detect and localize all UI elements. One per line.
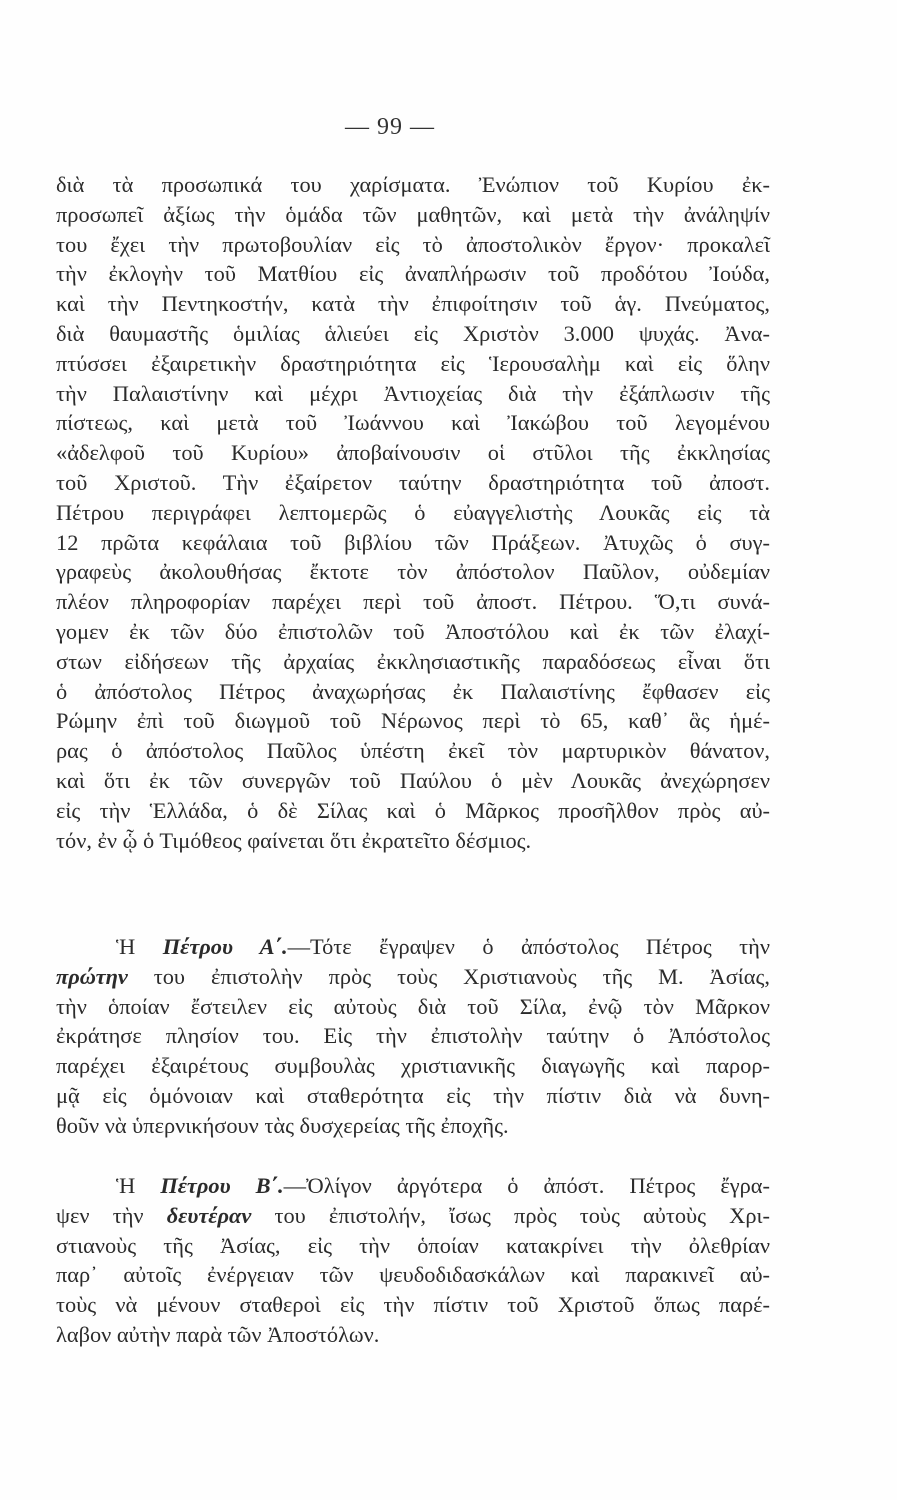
section-heading: Πέτρου Α΄. bbox=[162, 934, 288, 959]
text-line: καὶ ὅτι ἐκ τῶν συνεργῶν τοῦ Παύλου ὁ μὲν Λουκᾶς ἀνεχώρησεν bbox=[56, 767, 770, 793]
emphasis: πρώτην bbox=[56, 963, 128, 989]
text-fragment: —Τότε ἔγραψεν ὁ ἀπόστολος Πέτρος τὴν bbox=[287, 934, 770, 959]
emphasis: δευτέραν bbox=[166, 1202, 252, 1228]
text-fragment: Ἡ bbox=[116, 934, 163, 959]
text-line: διὰ τὰ προσωπικά του χαρίσματα. Ἐνώπιον τοῦ Κυρίου ἐκ- bbox=[56, 172, 770, 197]
text-line: του ἔχει τὴν πρωτοβουλίαν εἰς τὸ ἀποστολικὸν ἔργον· προκαλεῖ bbox=[56, 231, 770, 257]
paragraph-2 bbox=[56, 932, 770, 1141]
text-line: παρ᾽ αὐτοῖς ἐνέργειαν τῶν ψευδοδιδασκάλων καὶ παρακινεῖ αὐ- bbox=[56, 1262, 770, 1288]
text-line: Ρώμην ἐπὶ τοῦ διωγμοῦ τοῦ Νέρωνος περὶ τὸ 65, καθ᾽ ἃς ἡμέ- bbox=[56, 708, 770, 734]
text-line: μᾷ εἰς ὁμόνοιαν καὶ σταθερότητα εἰς τὴν πίστιν διὰ νὰ δυνη- bbox=[56, 1082, 770, 1108]
text-line: 12 πρῶτα κεφάλαια τοῦ βιβλίου τῶν Πράξεων. Ἀτυχῶς ὁ συγ- bbox=[56, 529, 770, 555]
text-line bbox=[56, 962, 770, 992]
text-line: «ἀδελφοῦ τοῦ Κυρίου» ἀποβαίνουσιν οἱ στῦλοι τῆς ἐκκλησίας bbox=[56, 440, 770, 466]
text-line: διὰ θαυμαστῆς ὁμιλίας ἁλιεύει εἰς Χριστὸν 3.000 ψυχάς. Ἀνα- bbox=[56, 320, 770, 346]
text-line: τοὺς νὰ μένουν σταθεροὶ εἰς τὴν πίστιν τοῦ Χριστοῦ ὅπως παρέ- bbox=[56, 1292, 770, 1318]
text-line bbox=[56, 1201, 770, 1231]
text-line: πτύσσει ἐξαιρετικὴν δραστηριότητα εἰς Ἱερουσαλὴμ καὶ εἰς ὅλην bbox=[56, 350, 770, 376]
page-number: — 99 — bbox=[345, 114, 435, 140]
text-fragment: ψεν τὴν bbox=[56, 1202, 167, 1228]
text-line: ρας ὁ ἀπόστολος Παῦλος ὑπέστη ἐκεῖ τὸν μαρτυρικὸν θάνατον, bbox=[56, 738, 770, 764]
text-line: γραφεὺς ἀκολουθήσας ἔκτοτε τὸν ἀπόστολον Παῦλον, οὐδεμίαν bbox=[56, 559, 770, 585]
text-fragment: του ἐπιστολήν, ἴσως πρὸς τοὺς αὐτοὺς Χρι- bbox=[251, 1202, 770, 1228]
text-line: στων εἰδήσεων τῆς ἀρχαίας ἐκκλησιαστικῆς παραδόσεως εἶναι ὅτι bbox=[56, 648, 770, 674]
text-line: παρέχει ἐξαιρέτους συμβουλὰς χριστιανικῆς διαγωγῆς καὶ παρορ- bbox=[56, 1053, 770, 1079]
text-fragment: —Ὀλίγον ἀργότερα ὁ ἀπόστ. Πέτρος ἔγρα- bbox=[283, 1173, 770, 1198]
text-line: ὁ ἀπόστολος Πέτρος ἀναχωρήσας ἐκ Παλαιστίνης ἔφθασεν εἰς bbox=[56, 678, 770, 704]
text-line: πίστεως, καὶ μετὰ τοῦ Ἰωάννου καὶ Ἰακώβου τοῦ λεγομένου bbox=[56, 410, 770, 436]
text-line: ἐκράτησε πλησίον του. Εἰς τὴν ἐπιστολὴν ταύτην ὁ Ἀπόστολος bbox=[56, 1023, 770, 1049]
text-line: τοῦ Χριστοῦ. Τὴν ἐξαίρετον ταύτην δραστηριότητα τοῦ ἀποστ. bbox=[56, 469, 770, 495]
text-line: θοῦν νὰ ὑπερνικήσουν τὰς δυσχερείας τῆς ἐποχῆς. bbox=[56, 1112, 509, 1138]
text-line: εἰς τὴν Ἑλλάδα, ὁ δὲ Σίλας καὶ ὁ Μᾶρκος προσῆλθον πρὸς αὐ- bbox=[56, 797, 770, 823]
text-line: λαβον αὐτὴν παρὰ τῶν Ἀποστόλων. bbox=[56, 1321, 380, 1347]
section-heading: Πέτρου Β΄. bbox=[160, 1173, 284, 1198]
text-line: τόν, ἐν ᾧ ὁ Τιμόθεος φαίνεται ὅτι ἐκρατεῖτο δέσμιος. bbox=[56, 827, 532, 853]
text-line: προσωπεῖ ἀξίως τὴν ὁμάδα τῶν μαθητῶν, καὶ μετὰ τὴν ἀνάληψίν bbox=[56, 201, 770, 227]
text-fragment: Ἡ bbox=[116, 1173, 161, 1198]
text-line: τὴν Παλαιστίνην καὶ μέχρι Ἀντιοχείας διὰ τὴν ἐξάπλωσιν τῆς bbox=[56, 380, 770, 406]
text-fragment: του ἐπιστολὴν πρὸς τοὺς Χριστιανοὺς τῆς Μ. Ἀσίας, bbox=[127, 963, 770, 989]
text-line: τὴν ὁποίαν ἔστειλεν εἰς αὐτοὺς διὰ τοῦ Σίλα, ἐνῷ τὸν Μᾶρκον bbox=[56, 993, 770, 1019]
paragraph-3 bbox=[56, 1171, 770, 1350]
text-line: Πέτρου περιγράφει λεπτομερῶς ὁ εὐαγγελιστὴς Λουκᾶς εἰς τὰ bbox=[56, 499, 770, 525]
paragraph-1 bbox=[56, 170, 770, 855]
text-line: πλέον πληροφορίαν παρέχει περὶ τοῦ ἀποστ. Πέτρου. Ὅ,τι συνά- bbox=[56, 589, 770, 615]
text-line: στιανοὺς τῆς Ἀσίας, εἰς τὴν ὁποίαν κατακρίνει τὴν ὀλεθρίαν bbox=[56, 1232, 770, 1258]
text-line bbox=[56, 932, 770, 962]
text-line: γομεν ἐκ τῶν δύο ἐπιστολῶν τοῦ Ἀποστόλου καὶ ἐκ τῶν ἐλαχί- bbox=[56, 618, 770, 644]
text-line bbox=[56, 1171, 770, 1201]
text-line: τὴν ἐκλογὴν τοῦ Ματθίου εἰς ἀναπλήρωσιν τοῦ προδότου Ἰούδα, bbox=[56, 261, 770, 287]
text-line: καὶ τὴν Πεντηκοστήν, κατὰ τὴν ἐπιφοίτησιν τοῦ ἁγ. Πνεύματος, bbox=[56, 291, 770, 317]
